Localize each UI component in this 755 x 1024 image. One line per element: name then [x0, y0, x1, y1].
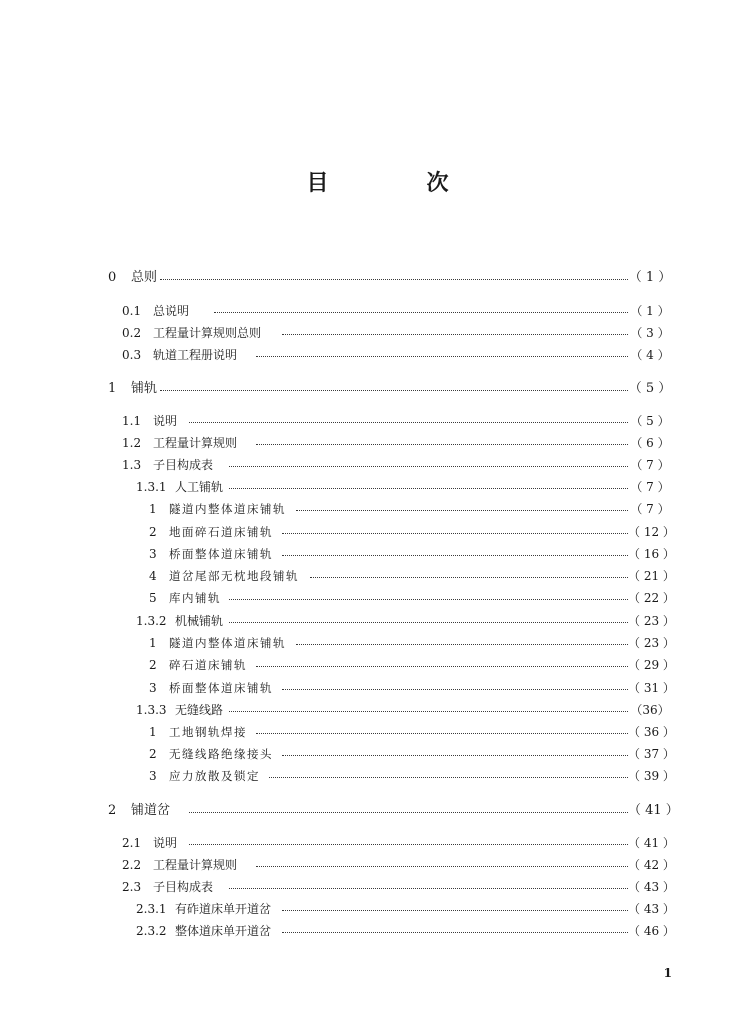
- toc-entry-page: （ 16 ）: [628, 547, 675, 561]
- toc-leader-dots: [282, 755, 628, 756]
- toc-entry[interactable]: [0, 268, 755, 288]
- toc-entry-label: 机械铺轨: [175, 614, 224, 628]
- toc-leader-dots: [282, 555, 628, 556]
- toc-entry-label: 地面碎石道床铺轨: [169, 525, 273, 539]
- toc-entry-number: 0.3: [122, 348, 142, 362]
- toc-entry-number: 2: [149, 525, 157, 539]
- toc-entry[interactable]: [0, 833, 755, 853]
- toc-entry-page: （ 36 ）: [628, 725, 675, 739]
- toc-entry-page: （ 46 ）: [628, 924, 675, 938]
- toc-entry-page: （ 43 ）: [628, 902, 675, 916]
- toc-entry-label: 无缝线路: [175, 703, 224, 717]
- toc-entry-number: 1.2: [122, 436, 142, 450]
- page-title: 目 次: [306, 170, 487, 196]
- toc-leader-dots: [189, 812, 628, 813]
- toc-entry-label: 无缝线路绝缘接头: [169, 747, 273, 761]
- toc-leader-dots: [229, 599, 628, 600]
- toc-entry-page: （ 41 ）: [628, 803, 679, 818]
- toc-leader-dots: [160, 279, 628, 280]
- toc-leader-dots: [282, 910, 628, 911]
- toc-entry-label: 工程量计算规则总则: [153, 326, 262, 340]
- toc-entry-page: （ 22 ）: [628, 591, 675, 605]
- toc-entry-label: 隧道内整体道床铺轨: [169, 636, 286, 650]
- toc-entry-page: （ 21 ）: [628, 569, 675, 583]
- toc-entry-page: （ 31 ）: [628, 681, 675, 695]
- toc-entry[interactable]: [0, 801, 755, 821]
- toc-entry-label: 隧道内整体道床铺轨: [169, 502, 286, 516]
- toc-leader-dots: [229, 711, 628, 712]
- toc-entry-label: 铺轨: [131, 381, 158, 396]
- toc-entry[interactable]: [0, 544, 755, 564]
- toc-entry-page: （ 7 ）: [630, 502, 670, 516]
- toc-entry[interactable]: [0, 522, 755, 542]
- toc-entry-number: 1: [108, 381, 117, 396]
- toc-entry[interactable]: [0, 722, 755, 742]
- toc-entry-number: 5: [149, 591, 157, 605]
- toc-leader-dots: [160, 390, 628, 391]
- toc-leader-dots: [296, 510, 628, 511]
- toc-entry[interactable]: [0, 411, 755, 431]
- toc-entry-label: 有砟道床单开道岔: [175, 902, 272, 916]
- toc-entry-page: （ 12 ）: [628, 525, 675, 539]
- toc-leader-dots: [256, 356, 628, 357]
- toc-leader-dots: [256, 866, 628, 867]
- toc-entry[interactable]: [0, 766, 755, 786]
- toc-entry-page: （ 7 ）: [630, 458, 670, 472]
- toc-entry-page: （ 29 ）: [628, 658, 675, 672]
- toc-entry[interactable]: [0, 588, 755, 608]
- toc-entry-page: （ 41 ）: [628, 836, 675, 850]
- toc-entry[interactable]: [0, 323, 755, 343]
- toc-entry-page: （ 7 ）: [630, 480, 670, 494]
- toc-leader-dots: [229, 622, 628, 623]
- toc-entry-number: 2: [149, 658, 157, 672]
- toc-entry[interactable]: [0, 678, 755, 698]
- toc-entry-label: 子目构成表: [153, 458, 214, 472]
- toc-entry-number: 4: [149, 569, 157, 583]
- toc-entry-label: 桥面整体道床铺轨: [169, 547, 273, 561]
- toc-entry[interactable]: [0, 655, 755, 675]
- toc-leader-dots: [256, 666, 628, 667]
- toc-entry-page: （ 6 ）: [630, 436, 670, 450]
- toc-leader-dots: [256, 444, 628, 445]
- toc-entry-page: （ 42 ）: [628, 858, 675, 872]
- toc-entry[interactable]: [0, 877, 755, 897]
- toc-entry-label: 说明: [153, 414, 178, 428]
- toc-entry-label: 工程量计算规则: [153, 858, 238, 872]
- toc-leader-dots: [229, 466, 628, 467]
- toc-entry-number: 1.3.2: [136, 614, 167, 628]
- toc-entry-label: 铺道岔: [131, 803, 171, 818]
- toc-entry-number: 2.3.1: [136, 902, 167, 916]
- toc-entry-label: 子目构成表: [153, 880, 214, 894]
- toc-leader-dots: [229, 888, 628, 889]
- toc-entry[interactable]: [0, 611, 755, 631]
- toc-entry[interactable]: [0, 700, 755, 720]
- toc-entry-label: 工地钢轨焊接: [169, 725, 247, 739]
- toc-leader-dots: [189, 422, 628, 423]
- toc-entry-label: 库内铺轨: [169, 591, 221, 605]
- toc-entry-page: （ 1 ）: [630, 304, 670, 318]
- toc-entry[interactable]: [0, 921, 755, 941]
- toc-entry-label: 轨道工程册说明: [153, 348, 238, 362]
- toc-leader-dots: [189, 844, 628, 845]
- toc-entry-label: 总说明: [153, 304, 190, 318]
- toc-entry-page: （ 1 ）: [628, 270, 672, 285]
- toc-entry-number: 2.1: [122, 836, 142, 850]
- toc-leader-dots: [310, 577, 628, 578]
- toc-leader-dots: [229, 488, 628, 489]
- toc-entry-label: 人工铺轨: [175, 480, 224, 494]
- toc-entry-page: （ 5 ）: [628, 381, 672, 396]
- toc-entry-number: 1: [149, 725, 157, 739]
- toc-entry-number: 2: [149, 747, 157, 761]
- toc-entry-number: 1.3.3: [136, 703, 167, 717]
- toc-entry-number: 2.3: [122, 880, 142, 894]
- toc-entry[interactable]: [0, 633, 755, 653]
- toc-entry[interactable]: [0, 379, 755, 399]
- toc-entry-page: （ 43 ）: [628, 880, 675, 894]
- toc-leader-dots: [256, 733, 628, 734]
- toc-entry[interactable]: [0, 477, 755, 497]
- toc-entry-number: 1: [149, 502, 157, 516]
- toc-entry-page: （ 4 ）: [630, 348, 670, 362]
- toc-entry[interactable]: [0, 744, 755, 764]
- toc-entry-number: 0.2: [122, 326, 142, 340]
- page-number: 1: [663, 966, 672, 980]
- toc-entry-number: 3: [149, 681, 157, 695]
- toc-entry-number: 0: [108, 270, 117, 285]
- toc-leader-dots: [282, 689, 628, 690]
- toc-entry-page: （ 3 ）: [630, 326, 670, 340]
- toc-entry-number: 2.2: [122, 858, 142, 872]
- toc-entry-label: 整体道床单开道岔: [175, 924, 272, 938]
- toc-entry-page: （36）: [630, 703, 670, 717]
- toc-entry-number: 3: [149, 547, 157, 561]
- toc-entry[interactable]: [0, 433, 755, 453]
- toc-entry-number: 3: [149, 769, 157, 783]
- toc-entry[interactable]: [0, 899, 755, 919]
- toc-entry-number: 0.1: [122, 304, 142, 318]
- toc-entry-page: （ 23 ）: [628, 614, 675, 628]
- toc-leader-dots: [282, 533, 628, 534]
- toc-entry-page: （ 37 ）: [628, 747, 675, 761]
- toc-entry-label: 应力放散及锁定: [169, 769, 260, 783]
- toc-entry-page: （ 5 ）: [630, 414, 670, 428]
- toc-entry-page: （ 39 ）: [628, 769, 675, 783]
- toc-entry-label: 桥面整体道床铺轨: [169, 681, 273, 695]
- toc-leader-dots: [282, 932, 628, 933]
- toc-entry-number: 2.3.2: [136, 924, 167, 938]
- toc-entry-number: 1: [149, 636, 157, 650]
- toc-entry-number: 1.3.1: [136, 480, 167, 494]
- toc-entry-number: 2: [108, 803, 117, 818]
- toc-leader-dots: [282, 334, 628, 335]
- toc-entry[interactable]: [0, 499, 755, 519]
- toc-entry-label: 说明: [153, 836, 178, 850]
- toc-entry-number: 1.3: [122, 458, 142, 472]
- toc-entry-label: 工程量计算规则: [153, 436, 238, 450]
- toc-entry[interactable]: [0, 345, 755, 365]
- toc-entry[interactable]: [0, 455, 755, 475]
- toc-entry[interactable]: [0, 566, 755, 586]
- toc-entry[interactable]: [0, 301, 755, 321]
- toc-entry-label: 碎石道床铺轨: [169, 658, 247, 672]
- toc-entry-page: （ 23 ）: [628, 636, 675, 650]
- toc-entry-label: 总则: [131, 270, 158, 285]
- toc-leader-dots: [214, 312, 628, 313]
- toc-leader-dots: [269, 777, 628, 778]
- toc-leader-dots: [296, 644, 628, 645]
- toc-entry-number: 1.1: [122, 414, 142, 428]
- toc-entry[interactable]: [0, 855, 755, 875]
- toc-entry-label: 道岔尾部无枕地段铺轨: [169, 569, 299, 583]
